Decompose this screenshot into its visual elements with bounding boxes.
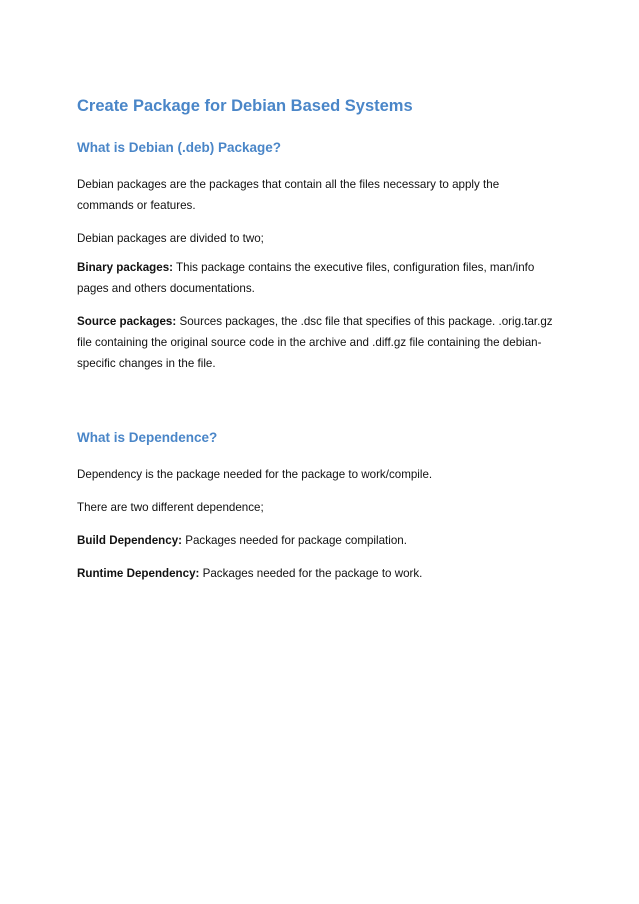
source-packages-text: Sources packages, the .dsc file that specifies of this package. .orig.tar.gz file containing the original source code in the archive and .diff.gz file containing the debian-specific changes in the file.	[77, 315, 553, 370]
paragraph-binary-packages	[77, 257, 557, 299]
section-heading-dependence: What is Dependence?	[77, 430, 218, 445]
paragraph-build-dependency	[77, 530, 557, 551]
paragraph-two-dependence: There are two different dependence;	[77, 501, 264, 514]
section-heading-debian-package: What is Debian (.deb) Package?	[77, 140, 282, 155]
build-dependency-label: Build Dependency:	[77, 534, 183, 547]
paragraph-divided: Debian packages are divided to two;	[77, 232, 264, 245]
paragraph-debian-intro: Debian packages are the packages that contain all the files necessary to apply the commands or features.	[77, 178, 500, 212]
document-title: Create Package for Debian Based Systems	[77, 97, 413, 115]
paragraph-source-packages	[77, 311, 557, 374]
runtime-dependency-label: Runtime Dependency:	[77, 567, 200, 580]
binary-packages-label: Binary packages:	[77, 261, 174, 274]
paragraph-dependency-intro: Dependency is the package needed for the package to work/compile.	[77, 468, 433, 481]
runtime-dependency-text: Packages needed for the package to work.	[199, 567, 423, 580]
build-dependency-text: Packages needed for package compilation.	[182, 534, 407, 547]
source-packages-label: Source packages:	[77, 315, 177, 328]
binary-packages-text: This package contains the executive files, configuration files, man/info pages and others documentations.	[77, 261, 535, 295]
document-content	[77, 94, 557, 584]
paragraph-runtime-dependency	[77, 563, 557, 584]
